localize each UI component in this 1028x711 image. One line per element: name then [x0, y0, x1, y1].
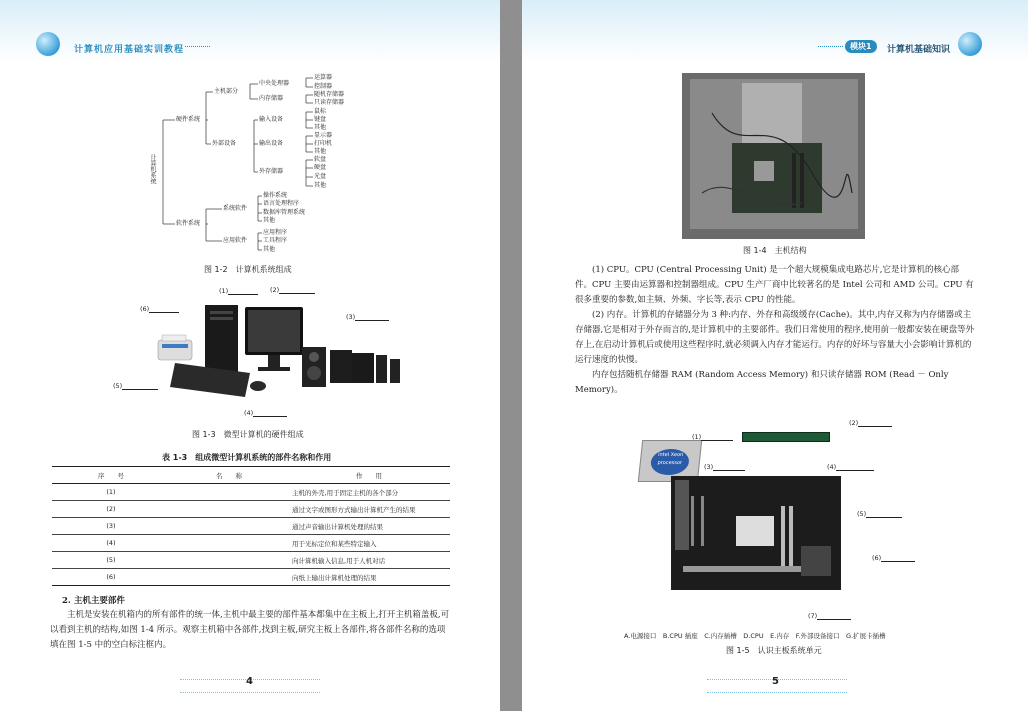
tree-app-sw: 应用软件 — [223, 237, 248, 244]
tree-other5: 其他 — [263, 246, 276, 253]
fig3-label-6: (6) — [140, 305, 150, 313]
row-no: (5) — [52, 552, 170, 569]
tree-other4: 其他 — [263, 217, 276, 224]
row-name-blank[interactable] — [170, 569, 288, 586]
tree-apps: 应用程序 — [263, 229, 288, 236]
row-use: 向纸上输出计算机处理的结果 — [288, 569, 450, 586]
case-interior-photo — [682, 73, 865, 239]
fig5-label-3: (3) — [704, 463, 714, 471]
row-no: (2) — [52, 501, 170, 518]
tree-input: 输入设备 — [259, 116, 284, 123]
ram-stick — [742, 432, 830, 442]
row-use: 主机的外壳,用于固定主机的各个部分 — [288, 484, 450, 501]
right-page — [522, 0, 1028, 711]
tree-peripherals: 外部设备 — [212, 140, 237, 147]
fig3-blank-6[interactable] — [149, 312, 179, 313]
row-name-blank[interactable] — [170, 518, 288, 535]
tree-other2: 其他 — [314, 148, 327, 155]
fig3-label-1: (1) — [219, 287, 229, 295]
tree-ram: 随机存储器 — [314, 91, 345, 98]
tree-system-sw: 系统软件 — [223, 205, 248, 212]
table-row — [52, 569, 450, 586]
module-badge: 模块1 — [845, 40, 877, 53]
right-header — [522, 0, 1028, 62]
left-page — [0, 0, 500, 711]
row-use: 通过文字或图形方式输出计算机产生的结果 — [288, 501, 450, 518]
left-header-title: 计算机应用基础实训教程 — [74, 45, 185, 55]
page-number-left: 4 — [246, 676, 253, 687]
tree-monitor: 显示器 — [314, 132, 333, 139]
fig5-label-6: (6) — [872, 554, 882, 562]
tree-other3: 其他 — [314, 182, 327, 189]
row-name-blank[interactable] — [170, 552, 288, 569]
fig5-blank-7[interactable] — [817, 619, 851, 620]
paragraph-cpu: (1) CPU。CPU (Central Processing Unit) 是一个超大规模集成电路芯片,它是计算机的核心部件。CPU 主要由运算器和控制器组成。CPU 生产厂商中比较著名的是 Intel 公司和 AMD 公司。CPU 有很多重要的参数,如主频、外频、字长等,表示 CPU 的性能。 — [575, 265, 974, 305]
section-paragraph: 主机是安装在机箱内的所有部件的统一体,主机中最主要的部件基本都集中在主板上,打开主机箱盖板,可以看到主机的结构,如图 1-4 所示。观察主机箱中各部件,找到主板,研究主板上各部件,将各部件名称的选项填在图 1-5 中的空白标注框内。 — [50, 610, 450, 650]
fig5-label-7: (7) — [808, 612, 818, 620]
motherboard-photo — [671, 476, 841, 590]
table-row — [52, 535, 450, 552]
tree-cd: 光盘 — [314, 173, 327, 180]
header-dots — [818, 46, 843, 47]
tree-memory: 内存储器 — [259, 95, 284, 102]
intel-logo: intel Xeon processor — [650, 449, 691, 475]
fig3-label-3: (3) — [346, 313, 356, 321]
table-header-name: 名 称 — [170, 467, 288, 484]
tree-tools: 工具程序 — [263, 237, 288, 244]
tree-host: 主机部分 — [214, 88, 239, 95]
fig3-blank-1[interactable] — [228, 294, 258, 295]
fig5-caption: 图 1-5 认识主板系统单元 — [726, 646, 822, 655]
globe-icon — [958, 32, 982, 56]
tree-lang: 语言处理程序 — [263, 200, 300, 207]
fig3-blank-2[interactable] — [279, 293, 315, 294]
tree-mouse: 鼠标 — [314, 108, 327, 115]
fig3-label-5: (5) — [113, 382, 123, 390]
fig5-blank-1[interactable] — [701, 440, 733, 441]
fig5-label-2: (2) — [849, 419, 859, 427]
system-tree-lines — [0, 0, 500, 280]
tree-floppy: 软盘 — [314, 156, 327, 163]
row-no: (4) — [52, 535, 170, 552]
paragraph-memory: (2) 内存。计算机的存储器分为 3 种:内存、外存和高级缓存(Cache)。其中,内存又称为内存储器或主存储器,它是相对于外存而言的,是计算机中的主要部件。我们日常使用的程序,使用前一般都安装在硬盘等外存上,在启动计算机后或使用这些程序时,就必须调入内存才能运行。内存的好坏与容量大小会影响计算机的运行速度的快慢。 — [575, 310, 975, 365]
table-caption: 表 1-3 组成微型计算机系统的部件名称和作用 — [162, 453, 332, 462]
table-row — [52, 501, 450, 518]
right-header-title: 计算机基础知识 — [887, 45, 951, 55]
component-table — [52, 466, 450, 586]
section-title: 2. 主机主要部件 — [62, 596, 125, 606]
fig2-caption: 图 1-2 计算机系统组成 — [204, 265, 292, 274]
table-header-no: 序 号 — [52, 467, 170, 484]
fig5-blank-3[interactable] — [713, 470, 745, 471]
fig3-caption: 图 1-3 微型计算机的硬件组成 — [192, 430, 304, 439]
table-row — [52, 552, 450, 569]
tree-db: 数据库管理系统 — [263, 209, 306, 216]
row-use: 用于光标定位和某些特定输入 — [288, 535, 450, 552]
tree-hdd: 硬盘 — [314, 164, 327, 171]
fig5-label-1: (1) — [692, 433, 702, 441]
tree-rom: 只读存储器 — [314, 99, 345, 106]
fig3-label-2: (2) — [270, 286, 280, 294]
tree-software: 软件系统 — [176, 220, 201, 227]
fig5-blank-6[interactable] — [881, 561, 915, 562]
tree-hardware: 硬件系统 — [176, 116, 201, 123]
pc-hardware-illustration — [140, 285, 420, 425]
fig5-blank-4[interactable] — [836, 470, 874, 471]
fig3-blank-3[interactable] — [355, 320, 389, 321]
fig5-label-5: (5) — [857, 510, 867, 518]
tree-alu: 运算器 — [314, 74, 333, 81]
row-no: (6) — [52, 569, 170, 586]
row-no: (1) — [52, 484, 170, 501]
table-header-use: 作 用 — [288, 467, 450, 484]
fig5-label-4: (4) — [827, 463, 837, 471]
tree-printer: 打印机 — [314, 140, 333, 147]
page-number-right: 5 — [772, 676, 779, 687]
tree-os: 操作系统 — [263, 192, 288, 199]
tree-controller: 控制器 — [314, 83, 333, 90]
tree-other1: 其他 — [314, 124, 327, 131]
table-row — [52, 484, 450, 501]
tree-root: 计算机系统 — [149, 154, 156, 184]
fig3-label-4: (4) — [244, 409, 254, 417]
fig3-blank-5[interactable] — [122, 389, 158, 390]
row-no: (3) — [52, 518, 170, 535]
row-use: 向计算机输入信息,用于人机对话 — [288, 552, 450, 569]
tree-keyboard: 键盘 — [314, 116, 327, 123]
tree-output: 输出设备 — [259, 140, 284, 147]
tree-storage: 外存储器 — [259, 168, 284, 175]
table-row — [52, 518, 450, 535]
row-use: 通过声音输出计算机处理的结果 — [288, 518, 450, 535]
fig3-blank-4[interactable] — [253, 416, 287, 417]
row-name-blank[interactable] — [170, 501, 288, 518]
row-name-blank[interactable] — [170, 535, 288, 552]
fig5-options: A.电源接口 B.CPU 插座 C.内存插槽 D.CPU E.内存 F.外部设备接口 G.扩展卡插槽 — [624, 632, 886, 640]
fig4-caption: 图 1-4 主机结构 — [743, 246, 807, 255]
fig5-blank-5[interactable] — [866, 517, 902, 518]
tree-cpu: 中央处理器 — [259, 80, 290, 87]
paragraph-ram-rom: 内存包括随机存储器 RAM (Random Access Memory) 和只读存储器 ROM (Read － Only Memory)。 — [575, 370, 949, 395]
fig5-blank-2[interactable] — [858, 426, 892, 427]
row-name-blank[interactable] — [170, 484, 288, 501]
